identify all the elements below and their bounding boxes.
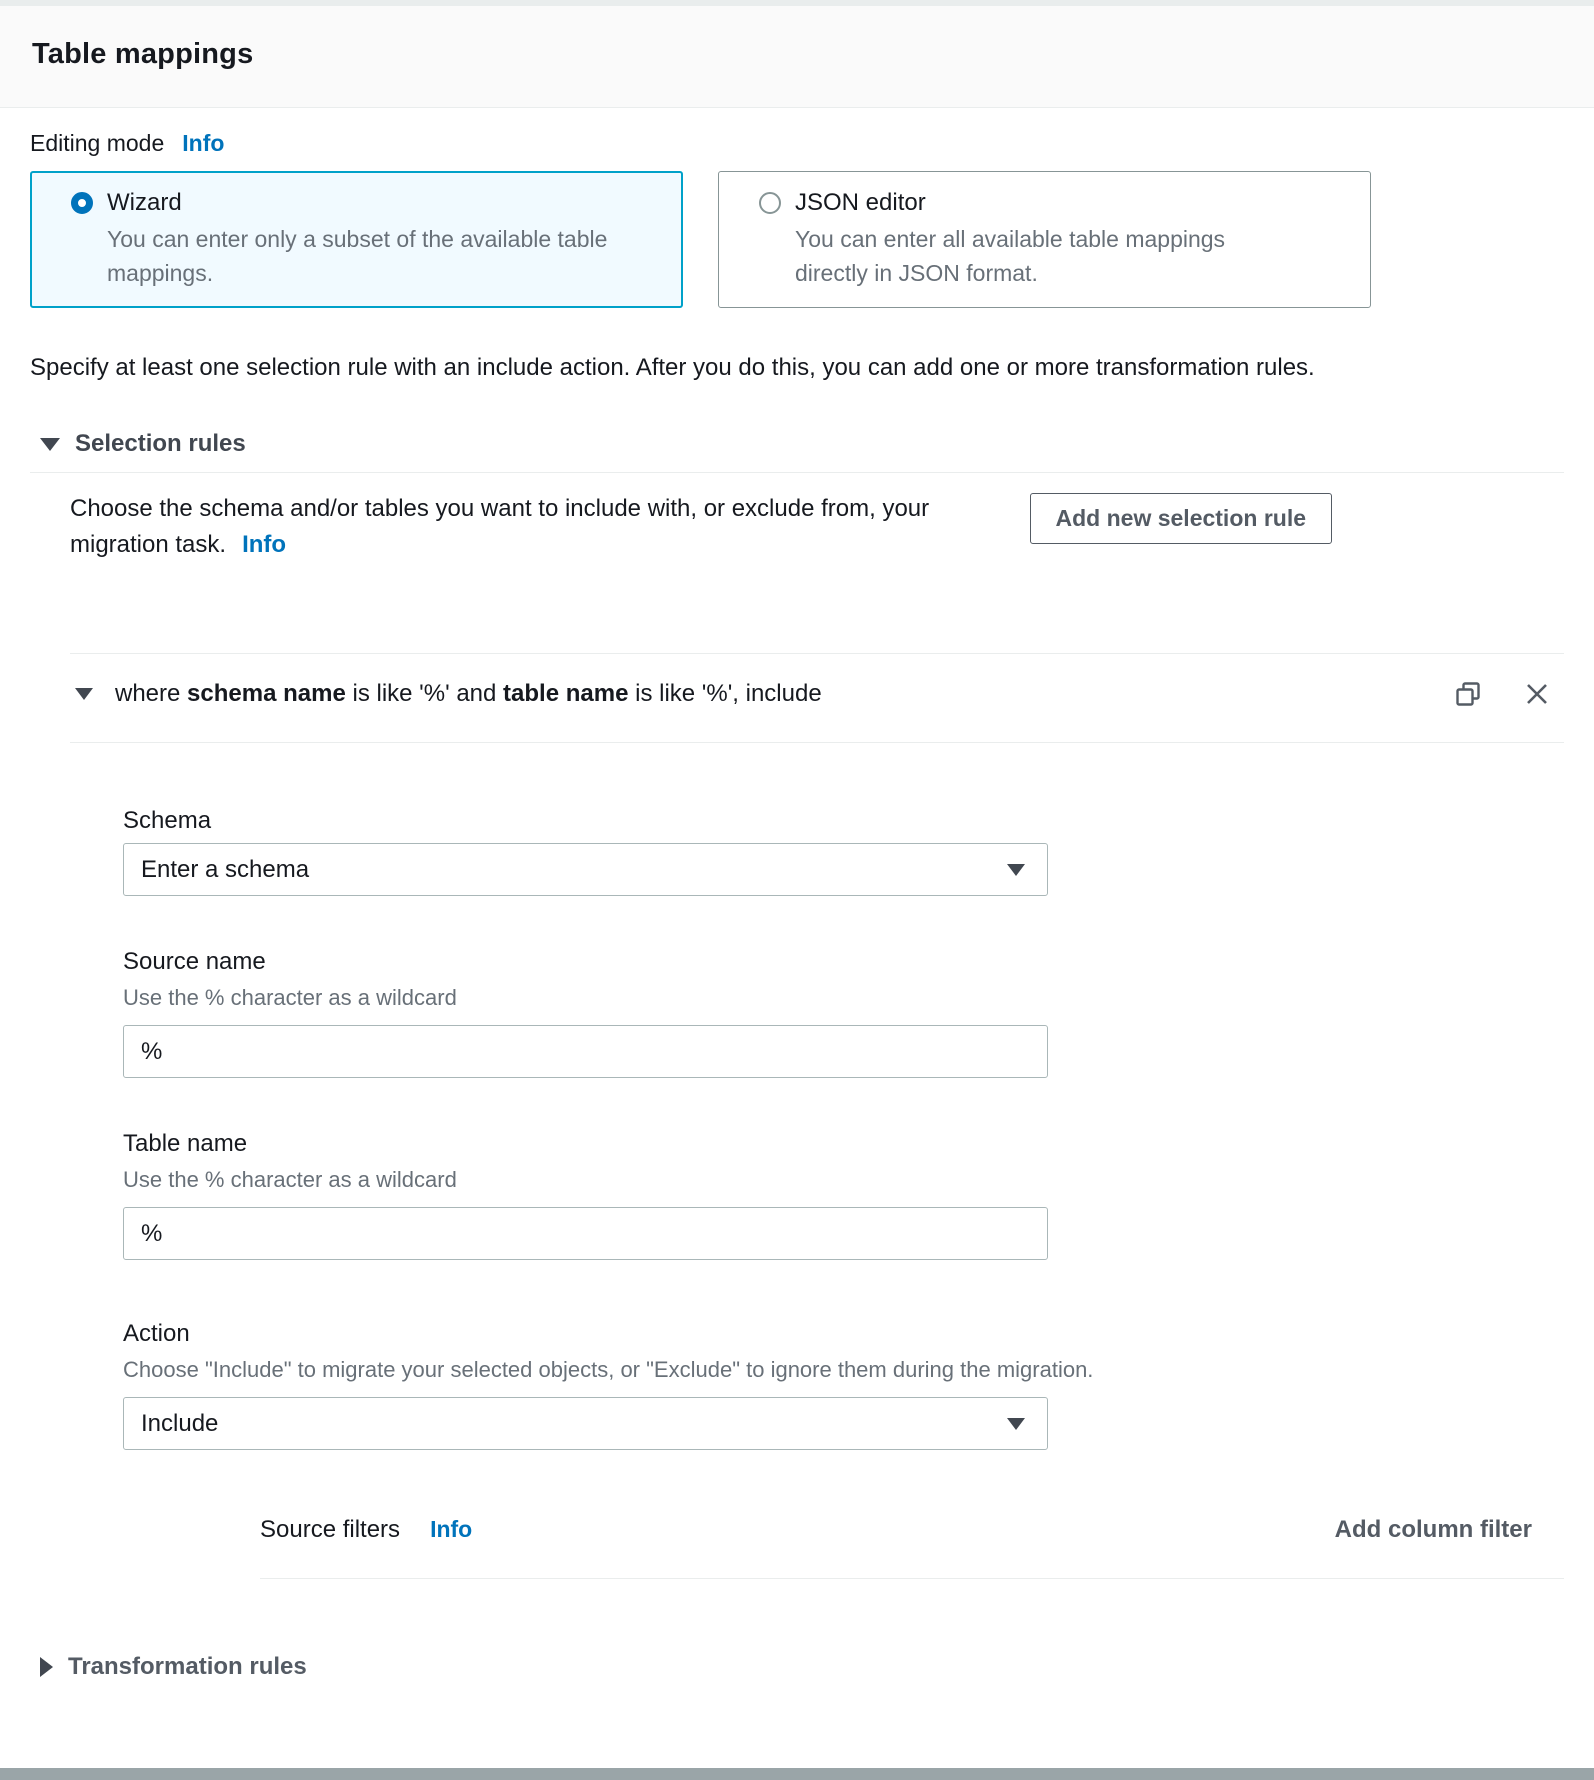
caret-down-icon [1007,1418,1025,1430]
chevron-down-icon [40,438,60,451]
content [0,108,1594,1681]
table-name-input[interactable] [123,1207,1048,1260]
schema-field [123,807,1564,896]
selection-rules-info-link[interactable]: Info [242,531,287,558]
selection-rule-header [70,680,1564,708]
schema-label: Schema [123,807,212,834]
action-select[interactable] [123,1397,1048,1450]
panel-header [0,6,1594,108]
rule-summary-middle: is like '%' and [345,680,504,707]
schema-select-value: Enter a schema [141,855,310,883]
caret-down-icon [1007,864,1025,876]
source-filters-label: Source filters [260,1516,401,1543]
selection-rules-header[interactable] [40,430,1564,458]
source-name-helper: Use the % character as a wildcard [123,985,457,1010]
selection-rule-summary [115,680,822,708]
divider [260,1578,1564,1579]
rule-summary-prefix: where [115,680,188,707]
action-label: Action [123,1320,190,1347]
schema-select[interactable] [123,843,1048,896]
tile-json-editor-description: You can enter all available table mappings directly in JSON format. [795,226,1226,286]
chevron-right-icon [40,1657,53,1677]
divider [70,742,1564,743]
source-name-field [123,948,1564,1078]
tile-json-editor[interactable] [718,171,1371,308]
table-name-label: Table name [123,1130,248,1157]
tile-json-editor-top [759,189,1346,217]
source-filters-row [260,1516,1564,1544]
selection-rules-description [70,491,982,563]
divider [30,472,1564,473]
rule-summary-table: table name [503,680,629,707]
selection-rule-card [70,653,1564,1579]
editing-mode-info-link[interactable]: Info [182,130,225,156]
copy-icon[interactable] [1454,680,1482,708]
source-name-input[interactable] [123,1025,1048,1078]
source-filters-info-link[interactable]: Info [430,1516,473,1542]
rule-summary-suffix: is like '%', include [628,680,822,707]
editing-mode-tiles [30,171,1564,308]
tile-json-editor-title: JSON editor [795,189,926,216]
action-select-value: Include [141,1409,219,1437]
selection-rules-description-text: Choose the schema and/or tables you want to include with, or exclude from, your migration task. [70,495,930,558]
tile-wizard-description: You can enter only a subset of the available table mappings. [107,226,608,286]
table-name-helper: Use the % character as a wildcard [123,1167,457,1192]
selection-rule-form [123,807,1564,1450]
table-name-field [123,1130,1564,1260]
add-column-filter-button[interactable]: Add column filter [1334,1516,1532,1543]
action-helper: Choose "Include" to migrate your selected objects, or "Exclude" to ignore them during the migration. [123,1357,1094,1382]
selection-rules-description-row [70,491,1332,563]
rule-actions [1454,680,1564,708]
radio-unselected-icon[interactable] [759,192,781,214]
source-name-label: Source name [123,948,266,975]
transformation-rules-header[interactable] [40,1653,1564,1681]
radio-selected-icon[interactable] [71,192,93,214]
editing-mode-label: Editing mode [30,130,165,156]
editing-mode-row [30,130,1564,157]
tile-wizard-title: Wizard [107,189,182,216]
selection-rules-title: Selection rules [75,430,246,457]
add-selection-rule-button[interactable]: Add new selection rule [1030,493,1333,544]
chevron-down-icon[interactable] [75,688,93,700]
close-icon[interactable] [1524,681,1550,707]
action-field [123,1320,1564,1450]
tile-wizard-top [71,189,658,217]
rule-summary-schema: schema name [187,680,346,707]
bottom-bar [0,1768,1594,1780]
tile-wizard[interactable] [30,171,683,308]
transformation-rules-title: Transformation rules [68,1653,307,1680]
page-title: Table mappings [32,38,254,70]
intro-text: Specify at least one selection rule with an include action. After you do this, you can add one or more transformation rules. [30,354,1315,381]
